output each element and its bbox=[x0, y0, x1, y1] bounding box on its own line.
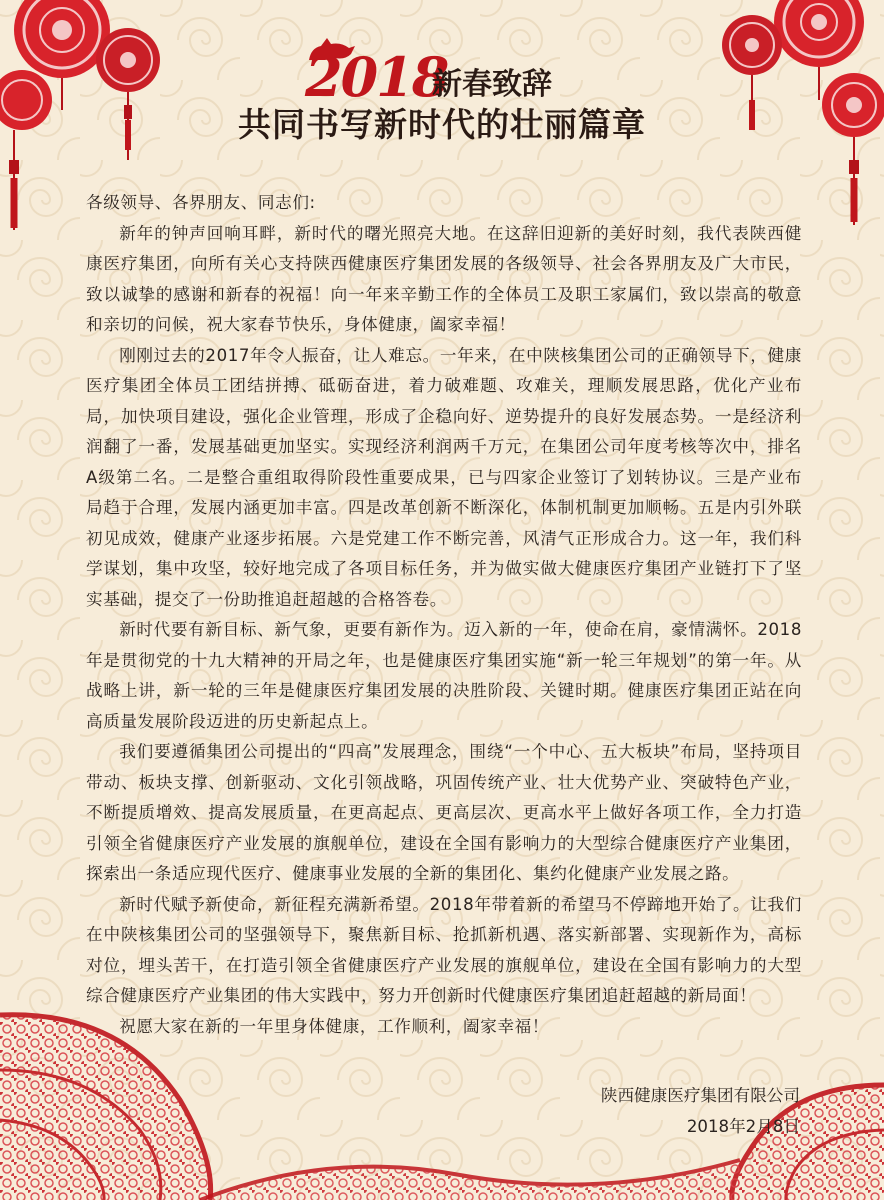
salutation: 各级领导、各界朋友、同志们: bbox=[86, 193, 316, 212]
paragraph: 新年的钟声回响耳畔，新时代的曙光照亮大地。在这辞旧迎新的美好时刻，我代表陕西健康医疗集团，向所有关心支持陕西健康医疗集团发展的各级领导、社会各界朋友及广大市民，致以诚挚的感谢和新春的祝福！向一年来辛勤工作的全体员工及职工家属们，致以崇高的敬意和亲切的问候，祝大家春节快乐，身体健康，阖家幸福！ bbox=[86, 223, 802, 334]
headline-title: 新春致辞 bbox=[432, 67, 552, 102]
signature-company: 陕西健康医疗集团有限公司 bbox=[600, 1086, 800, 1105]
paragraph: 我们要遵循集团公司提出的“四高”发展理念，围绕“一个中心、五大板块”布局，坚持项目带动、板块支撑、创新驱动、文化引领战略，巩固传统产业、壮大优势产业、突破特色产业，不断提质增效、提高发展质量，在更高起点、更高层次、更高水平上做好各项工作，全力打造引领全省健康医疗产业发展的旗舰单位，建设在全国有影响力的大型综合健康医疗产业集团，探索出一条适应现代医疗、健康事业发展的全新的集团化、集约化健康产业发展之路。 bbox=[86, 742, 802, 883]
headline-year: 2018 bbox=[305, 45, 448, 109]
paragraph: 祝愿大家在新的一年里身体健康，工作顺利，阖家幸福！ bbox=[119, 1016, 550, 1036]
letter-body bbox=[86, 188, 802, 1042]
page-subtitle: 共同书写新时代的壮丽篇章 bbox=[238, 105, 646, 144]
signature-date: 2018年2月8日 bbox=[686, 1116, 800, 1136]
paragraph: 新时代赋予新使命，新征程充满新希望。2018年带着新的希望马不停蹄地开始了。让我们在中陕核集团公司的坚强领导下，聚焦新目标、抢抓新机遇、落实新部署、实现新作为，高标对位，埋头苦干，在打造引领全省健康医疗产业发展的旗舰单位，建设在全国有影响力的大型综合健康医疗产业集团的伟大实践中，努力开创新时代健康医疗集团追赶超越的新局面！ bbox=[86, 894, 802, 1005]
paragraph: 新时代要有新目标、新气象，更要有新作为。迈入新的一年，使命在肩，豪情满怀。2018年是贯彻党的十九大精神的开局之年，也是健康医疗集团实施“新一轮三年规划”的第一年。从战略上讲，新一轮的三年是健康医疗集团发展的决胜阶段、关键时期。健康医疗集团正站在向高质量发展阶段迈进的历史新起点上。 bbox=[86, 620, 802, 731]
signature-block bbox=[601, 1081, 800, 1142]
paragraph: 刚刚过去的2017年令人振奋，让人难忘。一年来，在中陕核集团公司的正确领导下，健康医疗集团全体员工团结拼搏、砥砺奋进，着力破难题、攻难关，理顺发展思路，优化产业布局，加快项目建设，强化企业管理，形成了企稳向好、逆势提升的良好发展态势。一是经济利润翻了一番，发展基础更加坚实。实现经济利润两千万元，在集团公司年度考核等次中，排名A级第二名。二是整合重组取得阶段性重要成果，已与四家企业签订了划转协议。三是产业布局趋于合理，发展内涵更加丰富。四是改革创新不断深化，体制机制更加顺畅。五是内引外联初见成效，健康产业逐步拓展。六是党建工作不断完善，风清气正形成合力。这一年，我们科学谋划，集中攻坚，较好地完成了各项目标任务，并为做实做大健康医疗集团产业链打下了坚实基础，提交了一份助推追赶超越的合格答卷。 bbox=[86, 345, 802, 609]
